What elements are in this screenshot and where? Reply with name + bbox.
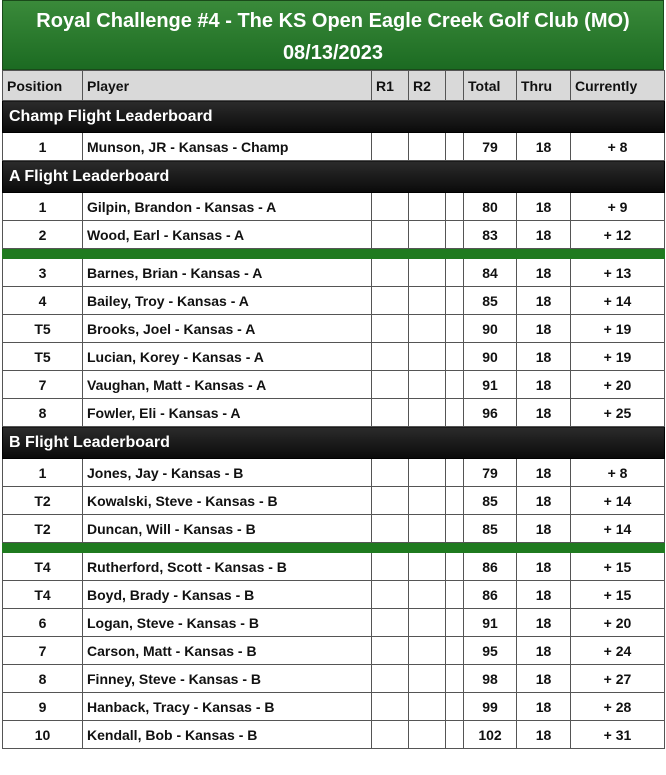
total-cell: 85 <box>464 287 517 315</box>
thru-cell: 18 <box>517 693 571 721</box>
thru-cell: 18 <box>517 637 571 665</box>
currently-cell: + 14 <box>571 487 665 515</box>
table-row <box>3 259 665 287</box>
position-cell: 8 <box>3 399 83 427</box>
currently-cell: + 9 <box>571 193 665 221</box>
table-row <box>3 581 665 609</box>
position-cell: 1 <box>3 133 83 161</box>
total-cell: 99 <box>464 693 517 721</box>
r1-cell <box>372 259 409 287</box>
col-thru: Thru <box>517 71 571 101</box>
table-row <box>3 287 665 315</box>
total-cell: 84 <box>464 259 517 287</box>
position-cell: T2 <box>3 515 83 543</box>
player-cell: Munson, JR - Kansas - Champ <box>83 133 372 161</box>
spacer-cell <box>446 459 464 487</box>
position-cell: T4 <box>3 581 83 609</box>
r2-cell <box>409 693 446 721</box>
col-r1: R1 <box>372 71 409 101</box>
thru-cell: 18 <box>517 459 571 487</box>
table-row <box>3 693 665 721</box>
thru-cell: 18 <box>517 343 571 371</box>
thru-cell: 18 <box>517 133 571 161</box>
r1-cell <box>372 693 409 721</box>
total-cell: 96 <box>464 399 517 427</box>
player-cell: Brooks, Joel - Kansas - A <box>83 315 372 343</box>
table-row <box>3 343 665 371</box>
col-currently: Currently <box>571 71 665 101</box>
r1-cell <box>372 553 409 581</box>
total-cell: 98 <box>464 665 517 693</box>
spacer-cell <box>446 371 464 399</box>
position-cell: T5 <box>3 315 83 343</box>
thru-cell: 18 <box>517 221 571 249</box>
total-cell: 90 <box>464 315 517 343</box>
r2-cell <box>409 487 446 515</box>
r2-cell <box>409 515 446 543</box>
separator-bar <box>3 249 665 259</box>
player-cell: Kowalski, Steve - Kansas - B <box>83 487 372 515</box>
currently-cell: + 8 <box>571 459 665 487</box>
spacer-cell <box>446 609 464 637</box>
col-r2: R2 <box>409 71 446 101</box>
r1-cell <box>372 609 409 637</box>
currently-cell: + 15 <box>571 553 665 581</box>
total-cell: 79 <box>464 459 517 487</box>
spacer-cell <box>446 553 464 581</box>
spacer-cell <box>446 315 464 343</box>
r2-cell <box>409 221 446 249</box>
thru-cell: 18 <box>517 399 571 427</box>
table-row <box>3 665 665 693</box>
position-cell: 4 <box>3 287 83 315</box>
r2-cell <box>409 665 446 693</box>
thru-cell: 18 <box>517 371 571 399</box>
r1-cell <box>372 515 409 543</box>
r1-cell <box>372 637 409 665</box>
table-row <box>3 315 665 343</box>
flight-title: A Flight Leaderboard <box>3 161 665 193</box>
thru-cell: 18 <box>517 259 571 287</box>
leaderboard-table <box>2 70 665 749</box>
flight-header <box>3 161 665 193</box>
r2-cell <box>409 133 446 161</box>
spacer-cell <box>446 343 464 371</box>
position-cell: 7 <box>3 371 83 399</box>
page-title <box>2 0 664 70</box>
total-cell: 86 <box>464 553 517 581</box>
flight-header <box>3 427 665 459</box>
r1-cell <box>372 371 409 399</box>
player-cell: Logan, Steve - Kansas - B <box>83 609 372 637</box>
r2-cell <box>409 581 446 609</box>
player-cell: Gilpin, Brandon - Kansas - A <box>83 193 372 221</box>
separator-bar <box>3 543 665 553</box>
flight-title: Champ Flight Leaderboard <box>3 101 665 133</box>
r1-cell <box>372 315 409 343</box>
position-cell: 7 <box>3 637 83 665</box>
player-cell: Boyd, Brady - Kansas - B <box>83 581 372 609</box>
col-total: Total <box>464 71 517 101</box>
spacer-cell <box>446 133 464 161</box>
thru-cell: 18 <box>517 721 571 749</box>
thru-cell: 18 <box>517 581 571 609</box>
table-row <box>3 637 665 665</box>
currently-cell: + 31 <box>571 721 665 749</box>
currently-cell: + 12 <box>571 221 665 249</box>
position-cell: T5 <box>3 343 83 371</box>
spacer-cell <box>446 665 464 693</box>
r2-cell <box>409 399 446 427</box>
spacer-cell <box>446 693 464 721</box>
spacer-cell <box>446 637 464 665</box>
total-cell: 85 <box>464 515 517 543</box>
currently-cell: + 28 <box>571 693 665 721</box>
table-row <box>3 487 665 515</box>
col-position: Position <box>3 71 83 101</box>
r2-cell <box>409 259 446 287</box>
r1-cell <box>372 665 409 693</box>
position-cell: 6 <box>3 609 83 637</box>
thru-cell: 18 <box>517 315 571 343</box>
player-cell: Fowler, Eli - Kansas - A <box>83 399 372 427</box>
position-cell: 10 <box>3 721 83 749</box>
r1-cell <box>372 343 409 371</box>
player-cell: Carson, Matt - Kansas - B <box>83 637 372 665</box>
player-cell: Bailey, Troy - Kansas - A <box>83 287 372 315</box>
thru-cell: 18 <box>517 515 571 543</box>
currently-cell: + 24 <box>571 637 665 665</box>
thru-cell: 18 <box>517 665 571 693</box>
player-cell: Finney, Steve - Kansas - B <box>83 665 372 693</box>
table-row <box>3 193 665 221</box>
total-cell: 79 <box>464 133 517 161</box>
thru-cell: 18 <box>517 487 571 515</box>
r2-cell <box>409 287 446 315</box>
total-cell: 85 <box>464 487 517 515</box>
player-cell: Jones, Jay - Kansas - B <box>83 459 372 487</box>
total-cell: 90 <box>464 343 517 371</box>
player-cell: Rutherford, Scott - Kansas - B <box>83 553 372 581</box>
thru-cell: 18 <box>517 553 571 581</box>
r1-cell <box>372 133 409 161</box>
thru-cell: 18 <box>517 193 571 221</box>
thru-cell: 18 <box>517 609 571 637</box>
group-separator <box>3 543 665 553</box>
title-date: 08/13/2023 <box>282 42 384 64</box>
header-row <box>3 71 665 101</box>
table-row <box>3 609 665 637</box>
position-cell: 3 <box>3 259 83 287</box>
table-row <box>3 133 665 161</box>
r2-cell <box>409 193 446 221</box>
player-cell: Duncan, Will - Kansas - B <box>83 515 372 543</box>
r1-cell <box>372 459 409 487</box>
total-cell: 86 <box>464 581 517 609</box>
total-cell: 95 <box>464 637 517 665</box>
thru-cell: 18 <box>517 287 571 315</box>
player-cell: Kendall, Bob - Kansas - B <box>83 721 372 749</box>
r1-cell <box>372 581 409 609</box>
currently-cell: + 15 <box>571 581 665 609</box>
position-cell: 1 <box>3 193 83 221</box>
currently-cell: + 19 <box>571 315 665 343</box>
currently-cell: + 8 <box>571 133 665 161</box>
total-cell: 102 <box>464 721 517 749</box>
currently-cell: + 20 <box>571 371 665 399</box>
spacer-cell <box>446 581 464 609</box>
r1-cell <box>372 399 409 427</box>
player-cell: Barnes, Brian - Kansas - A <box>83 259 372 287</box>
currently-cell: + 19 <box>571 343 665 371</box>
r2-cell <box>409 315 446 343</box>
table-row <box>3 371 665 399</box>
spacer-cell <box>446 287 464 315</box>
player-cell: Wood, Earl - Kansas - A <box>83 221 372 249</box>
spacer-cell <box>446 221 464 249</box>
r2-cell <box>409 609 446 637</box>
currently-cell: + 20 <box>571 609 665 637</box>
player-cell: Lucian, Korey - Kansas - A <box>83 343 372 371</box>
r2-cell <box>409 637 446 665</box>
table-row <box>3 553 665 581</box>
spacer-cell <box>446 515 464 543</box>
flight-title: B Flight Leaderboard <box>3 427 665 459</box>
spacer-cell <box>446 721 464 749</box>
table-row <box>3 515 665 543</box>
r2-cell <box>409 371 446 399</box>
player-cell: Hanback, Tracy - Kansas - B <box>83 693 372 721</box>
total-cell: 91 <box>464 609 517 637</box>
spacer-cell <box>446 487 464 515</box>
leaderboard-body <box>3 101 665 749</box>
total-cell: 91 <box>464 371 517 399</box>
table-row <box>3 459 665 487</box>
currently-cell: + 25 <box>571 399 665 427</box>
currently-cell: + 27 <box>571 665 665 693</box>
leaderboard <box>2 0 664 749</box>
spacer-cell <box>446 399 464 427</box>
col-spacer <box>446 71 464 101</box>
total-cell: 80 <box>464 193 517 221</box>
position-cell: T4 <box>3 553 83 581</box>
flight-header <box>3 101 665 133</box>
currently-cell: + 14 <box>571 515 665 543</box>
r2-cell <box>409 721 446 749</box>
spacer-cell <box>446 193 464 221</box>
r1-cell <box>372 487 409 515</box>
r1-cell <box>372 193 409 221</box>
r2-cell <box>409 343 446 371</box>
position-cell: T2 <box>3 487 83 515</box>
table-row <box>3 721 665 749</box>
col-player: Player <box>83 71 372 101</box>
player-cell: Vaughan, Matt - Kansas - A <box>83 371 372 399</box>
spacer-cell <box>446 259 464 287</box>
r1-cell <box>372 721 409 749</box>
r1-cell <box>372 287 409 315</box>
r2-cell <box>409 459 446 487</box>
currently-cell: + 14 <box>571 287 665 315</box>
position-cell: 1 <box>3 459 83 487</box>
position-cell: 9 <box>3 693 83 721</box>
table-row <box>3 221 665 249</box>
currently-cell: + 13 <box>571 259 665 287</box>
total-cell: 83 <box>464 221 517 249</box>
r2-cell <box>409 553 446 581</box>
position-cell: 8 <box>3 665 83 693</box>
position-cell: 2 <box>3 221 83 249</box>
r1-cell <box>372 221 409 249</box>
title-line1: Royal Challenge #4 - The KS Open Eagle Creek Golf Club (MO) <box>36 10 630 32</box>
table-row <box>3 399 665 427</box>
group-separator <box>3 249 665 259</box>
